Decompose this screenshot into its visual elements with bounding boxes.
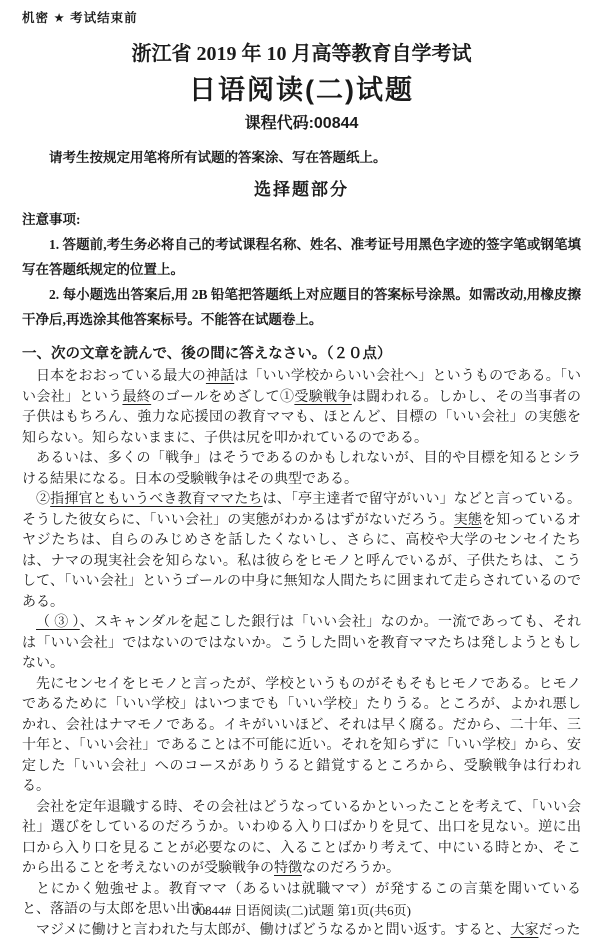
classification-label: 机密 ★ 考试结束前 (22, 8, 581, 26)
page-footer: 00844# 日语阅读(二)试题 第1页(共6页) (0, 900, 603, 919)
question1-heading: 一、次の文章を読んで、後の間に答えなさい。（２０点） (22, 343, 581, 365)
passage-text: 、スキャンダルを起こした銀行は「いい会社」なのか。一流であっても、それは「いい会社」ではないのではないか。こうした問いを教育ママたちは発しようともしない。 (22, 615, 581, 671)
passage-text: あるいは、多くの「戦争」はそうであるのかもしれないが、目的や目標を知るとシラける結果になる。日本の受験戦争はその典型である。 (22, 451, 581, 487)
exam-title: 浙江省 2019 年 10 月高等教育自学考试 (22, 37, 581, 66)
underlined-text: 特徴 (274, 861, 302, 876)
underlined-text: 最終 (122, 390, 151, 405)
course-code: 课程代码:00844 (22, 110, 581, 133)
passage-text: を知っているオヤジたちは、自らのみじめさを話したくないし、さらに、高校や大学のセンセイたちは、ナマの現実社会を知らない。私は彼らをヒモノと呼んでいるが、子供たちは、こうして、「いい会社」というゴールの中身に無知な人間たちに囲まれて走らされているのである。 (22, 513, 581, 610)
underlined-text: 指揮官ともいうべき教育ママたち (50, 492, 262, 507)
passage-text: なのだろうか。 (302, 861, 400, 876)
underlined-text: 大家 (510, 923, 538, 938)
passage-paragraph (22, 675, 581, 798)
passage-text: は「いい学校からいい会社へ」というものである。「いい会社」という (22, 369, 581, 405)
underlined-text: （ ③ ） (36, 615, 80, 630)
passage-text: 先にセンセイをヒモノと言ったが、学校というものがそもそもヒモノである。ヒモノであるために「いい学校」はいつまでも「いい学校」たりうる。ところが、よかれ悪しかれ、会社はナマモノである。イキがいいほど、それは早く腐る。だから、二十年、三十年と、「いい会社」であることは不可能に近い。それを知らずに「いい学校」から、安定した「いい会社」へのコースがありうると錯覚するところから、受験戦争は行われる。 (22, 677, 581, 795)
passage-text: は闘われる。しかし、その当事者の子供はもちろん、強力な応援団の教育ママも、ほとんど、目標の「いい会社」の実態を知らない。知らないままに、子供は尻を叩かれているのである。 (22, 390, 581, 446)
passage-paragraph (22, 613, 581, 675)
passage-paragraph (22, 449, 581, 490)
passage-text: は、「亭主達者で留守がいい」などと言っている。そうした彼女らに、「いい会社」の実態がわかるはずがないだろう。 (22, 492, 581, 528)
passage-paragraph (22, 490, 581, 613)
passage-text: 会社を定年退職する時、その会社はどうなっているかといったことを考えて、「いい会社」選びをしているのだろうか。いわゆる入り口ばかりを見て、出口を見ない。逆に出口から入り口を見ることが必要なのに、入ることばかり考えて、中にいる時とか、そこから出ることを考えないのが受験戦争の (22, 800, 581, 877)
notes-block (22, 207, 581, 332)
passage-text: 日本をおおっている最大の (36, 369, 206, 384)
passage-paragraph (22, 798, 581, 880)
section-title: 选择题部分 (22, 175, 581, 200)
underlined-text: 受験戦争 (294, 390, 351, 405)
notes-title: 注意事项: (22, 207, 581, 232)
passage-paragraph (22, 367, 581, 449)
passage-paragraph (22, 921, 581, 941)
answer-sheet-instruction: 请考生按规定用笔将所有试题的答案涂、写在答题纸上。 (22, 146, 581, 166)
passage-text: とにかく勉強せよ。教育ママ（あるいは就職ママ）が発するこの言葉を聞いていると、落語の与太郎を思い出す。 (22, 882, 581, 918)
underlined-text: 実態 (454, 513, 482, 528)
passage-text: だった (538, 923, 580, 938)
underlined-text: 神話 (206, 369, 234, 384)
passage-text: ② (36, 492, 50, 507)
passage-text: マジメに働けと言われた与太郎が、働けばどうなるかと問い返す。すると、 (36, 923, 510, 938)
reading-passage (22, 367, 581, 941)
note-item-1: 1. 答题前,考生务必将自己的考试课程名称、姓名、准考证号用黑色字迹的签字笔或钢笔填写在答题纸规定的位置上。 (22, 232, 581, 282)
note-item-2: 2. 每小题选出答案后,用 2B 铅笔把答题纸上对应题目的答案标号涂黑。如需改动,用橡皮擦干净后,再选涂其他答案标号。不能答在试题卷上。 (22, 282, 581, 332)
paper-title: 日语阅读(二)试题 (22, 68, 581, 107)
passage-text: のゴールをめざして① (151, 390, 294, 405)
